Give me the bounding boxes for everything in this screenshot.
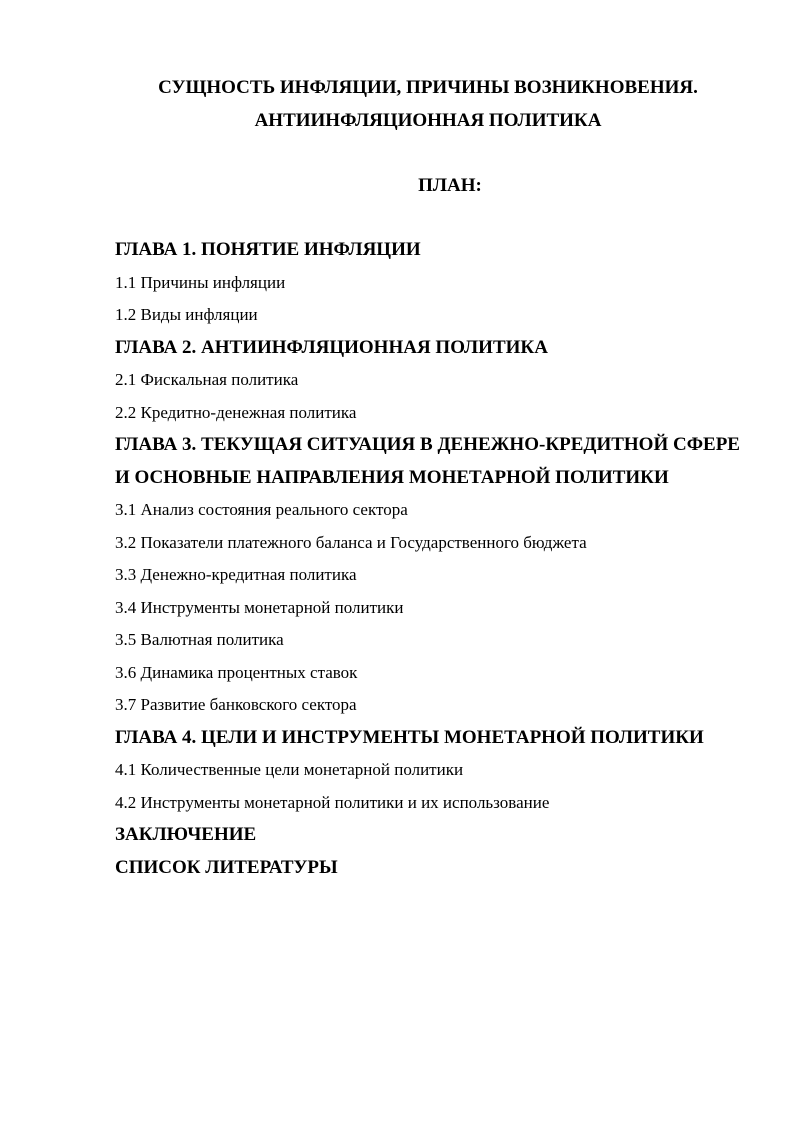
document-title-line-2: АНТИИНФЛЯЦИОННАЯ ПОЛИТИКА bbox=[254, 110, 602, 131]
toc-chapter-heading: ЗАКЛЮЧЕНИЕ bbox=[115, 824, 257, 845]
toc-chapter-heading: СПИСОК ЛИТЕРАТУРЫ bbox=[115, 856, 338, 878]
plan-heading: ПЛАН: bbox=[418, 175, 482, 196]
toc-chapter-heading: ГЛАВА 3. ТЕКУЩАЯ СИТУАЦИЯ В ДЕНЕЖНО-КРЕДИТНОЙ СФЕРЕ bbox=[115, 434, 740, 455]
toc-section-item: 4.2 Инструменты монетарной политики и их использование bbox=[115, 792, 550, 812]
toc-section-item: 4.1 Количественные цели монетарной политики bbox=[115, 760, 464, 779]
toc-section-item: 3.3 Денежно-кредитная политика bbox=[115, 565, 357, 584]
toc-chapter-heading: ГЛАВА 1. ПОНЯТИЕ ИНФЛЯЦИИ bbox=[115, 239, 421, 260]
toc-section-item: 1.1 Причины инфляции bbox=[115, 272, 286, 292]
document-title-line-1: СУЩНОСТЬ ИНФЛЯЦИИ, ПРИЧИНЫ ВОЗНИКНОВЕНИЯ. bbox=[158, 77, 698, 98]
toc-chapter-heading: ГЛАВА 2. АНТИИНФЛЯЦИОННАЯ ПОЛИТИКА bbox=[115, 336, 548, 358]
table-of-contents bbox=[115, 236, 765, 886]
toc-section-item: 2.2 Кредитно-денежная политика bbox=[115, 402, 357, 422]
toc-section-item: 3.6 Динамика процентных ставок bbox=[115, 662, 358, 682]
toc-section-item: 3.7 Развитие банковского сектора bbox=[115, 695, 357, 714]
toc-section-item: 2.1 Фискальная политика bbox=[115, 370, 299, 389]
toc-section-item: 3.5 Валютная политика bbox=[115, 630, 284, 649]
toc-chapter-heading: ГЛАВА 4. ЦЕЛИ И ИНСТРУМЕНТЫ МОНЕТАРНОЙ ПОЛИТИКИ bbox=[115, 726, 704, 748]
toc-chapter-heading: И ОСНОВНЫЕ НАПРАВЛЕНИЯ МОНЕТАРНОЙ ПОЛИТИКИ bbox=[115, 466, 669, 488]
toc-section-item: 1.2 Виды инфляции bbox=[115, 305, 258, 324]
toc-section-item: 3.1 Анализ состояния реального сектора bbox=[115, 500, 408, 519]
toc-section-item: 3.4 Инструменты монетарной политики bbox=[115, 597, 404, 617]
toc-section-item: 3.2 Показатели платежного баланса и Государственного бюджета bbox=[115, 532, 587, 552]
